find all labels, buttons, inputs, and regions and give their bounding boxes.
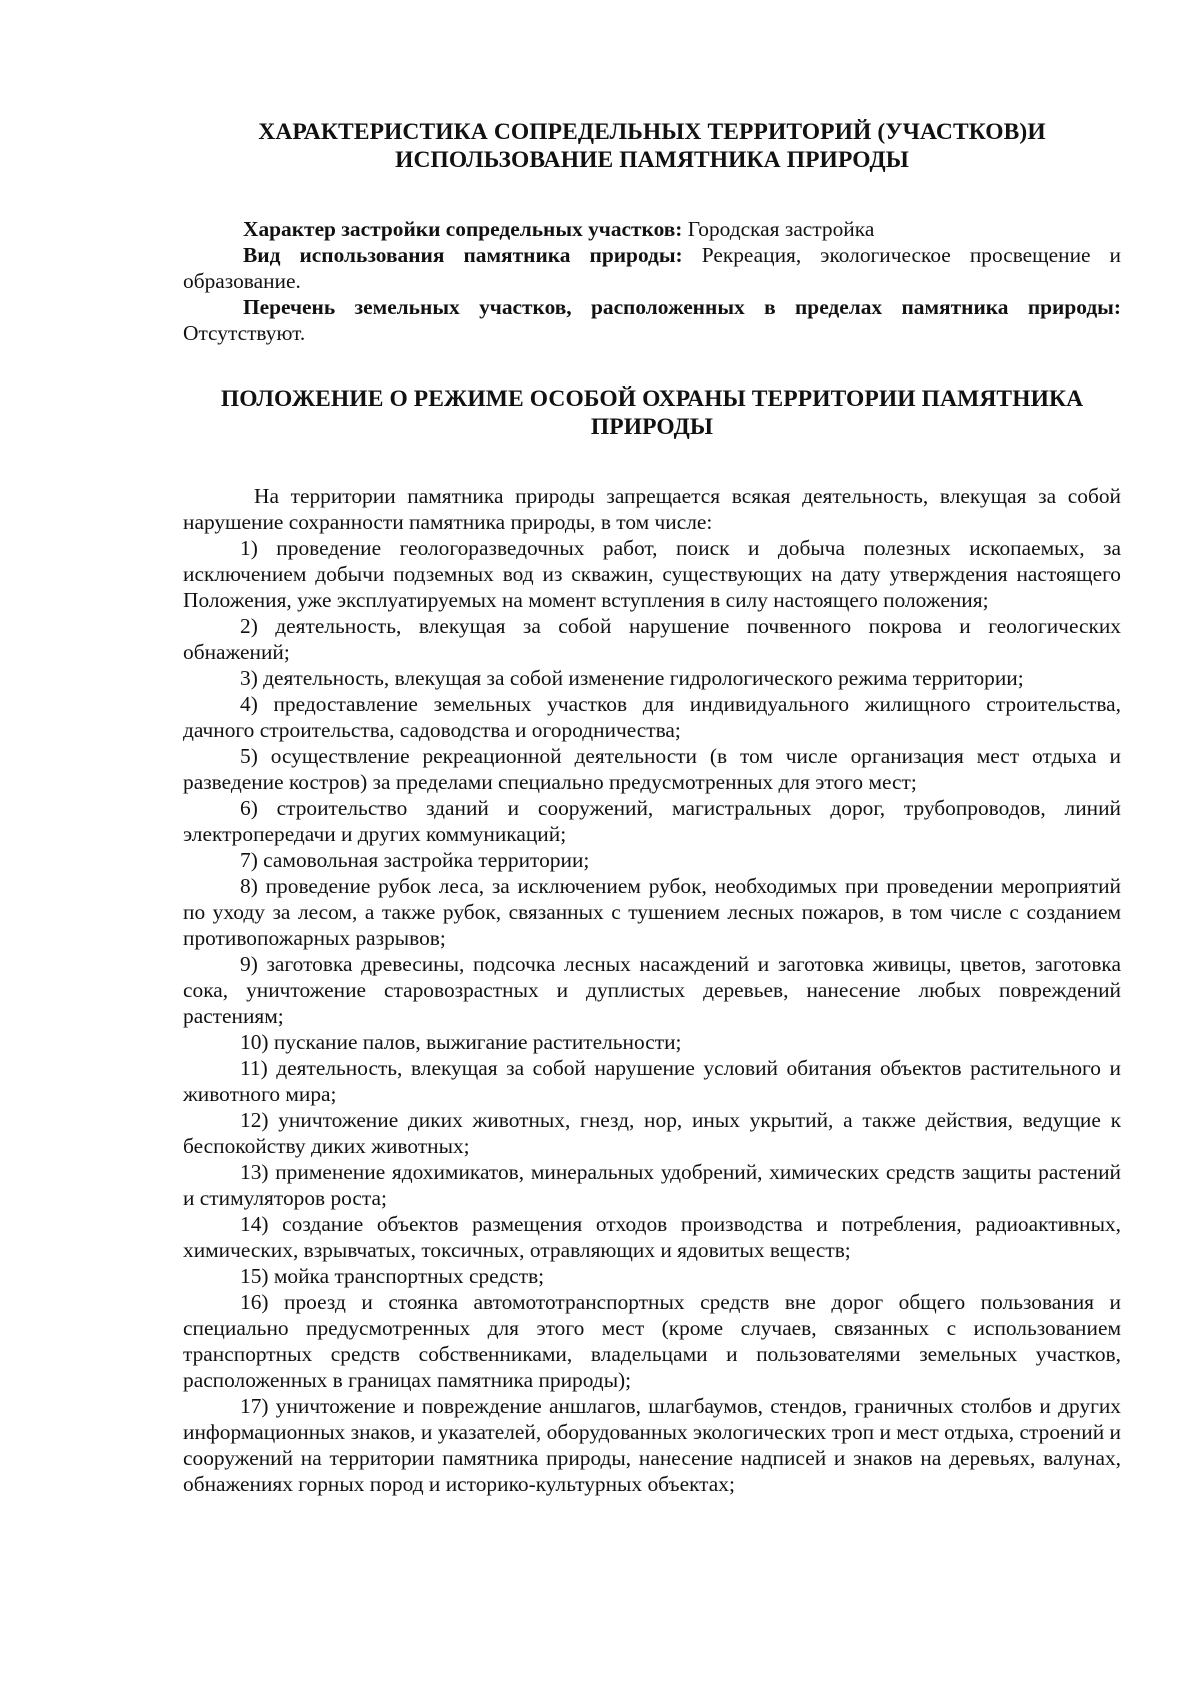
regime-item: 17) уничтожение и повреждение аншлагов, шлагбаумов, стендов, граничных столбов и других информационных знаков, и указателей, оборудованных экологических троп и мест отдыха, строений и сооружений на территории памятника природы, нанесение надписей и знаков на деревьях, валунах, обнажениях горных пород и историко-культурных объектах; (183, 1394, 1121, 1496)
regime-item: 2) деятельность, влекущая за собой нарушение почвенного покрова и геологических обнажений; (183, 614, 1121, 664)
section-title-characteristics (183, 118, 1121, 174)
regime-item: 13) применение ядохимикатов, минеральных удобрений, химических средств защиты растений и стимуляторов роста; (183, 1160, 1121, 1210)
regime-item: 3) деятельность, влекущая за собой изменение гидрологического режима территории; (240, 666, 1024, 690)
info-paragraph-land-plots (183, 294, 1121, 346)
title-line: ХАРАКТЕРИСТИКА СОПРЕДЕЛЬНЫХ ТЕРРИТОРИЙ (УЧАСТКОВ)И (258, 119, 1046, 145)
regime-item: 15) мойка транспортных средств; (240, 1264, 545, 1288)
regime-item: 16) проезд и стоянка автомототранспортных средств вне дорог общего пользования и специально предусмотренных для этого мест (кроме случаев, связанных с использованием транспортных средств собственниками, владельцами и пользователями земельных участков, расположенных в границах памятника природы); (183, 1290, 1121, 1392)
regime-item: 9) заготовка древесины, подсочка лесных насаждений и заготовка живицы, цветов, заготовка сока, уничтожение старовозрастных и дуплистых деревьев, нанесение любых повреждений растениям; (183, 952, 1121, 1028)
regime-item: 10) пускание палов, выжигание растительности; (240, 1030, 682, 1054)
info-label: Характер застройки сопредельных участков: (243, 217, 683, 241)
regime-item: 12) уничтожение диких животных, гнезд, нор, иных укрытий, а также действия, ведущие к беспокойству диких животных; (183, 1108, 1121, 1158)
protection-regime-block (183, 483, 1121, 1497)
document-content (183, 118, 1121, 1497)
info-value: Городская застройка (682, 217, 875, 241)
title-line: ПРИРОДЫ (590, 414, 714, 440)
section-title-protection-regime (183, 385, 1121, 441)
regime-item: 14) создание объектов размещения отходов производства и потребления, радиоактивных, химических, взрывчатых, токсичных, отравляющих и ядовитых веществ; (183, 1212, 1121, 1262)
regime-item: 7) самовольная застройка территории; (240, 848, 590, 872)
title-line: ПОЛОЖЕНИЕ О РЕЖИМЕ ОСОБОЙ ОХРАНЫ ТЕРРИТОРИИ ПАМЯТНИКА (220, 386, 1084, 412)
title-line: ИСПОЛЬЗОВАНИЕ ПАМЯТНИКА ПРИРОДЫ (395, 147, 909, 173)
info-paragraph-development (183, 216, 1121, 242)
regime-item: 4) предоставление земельных участков для индивидуального жилищного строительства, дачного строительства, садоводства и огородничества; (183, 692, 1121, 742)
info-value: Рекреация, экологическое просвещение и образование. (183, 243, 1121, 293)
regime-item: 11) деятельность, влекущая за собой нарушение условий обитания объектов растительного и животного мира; (183, 1056, 1121, 1106)
regime-item: 5) осуществление рекреационной деятельности (в том числе организация мест отдыха и разведение костров) за пределами специально предусмотренных для этого мест; (183, 744, 1121, 794)
info-label: Перечень земельных участков, расположенных в пределах памятника природы: (243, 295, 1121, 319)
regime-item: 1) проведение геологоразведочных работ, поиск и добыча полезных ископаемых, за исключением добычи подземных вод из скважин, существующих на дату утверждения настоящего Положения, уже эксплуатируемых на момент вступления в силу настоящего положения; (183, 536, 1121, 612)
info-value: Отсутствуют. (183, 321, 306, 345)
info-paragraph-usage (183, 242, 1121, 294)
regime-item: 6) строительство зданий и сооружений, магистральных дорог, трубопроводов, линий электропередачи и других коммуникаций; (183, 796, 1121, 846)
regime-intro: На территории памятника природы запрещается всякая деятельность, влекущая за собой нарушение сохранности памятника природы, в том числе: (183, 484, 1121, 534)
regime-item: 8) проведение рубок леса, за исключением рубок, необходимых при проведении мероприятий по уходу за лесом, а также рубок, связанных с тушением лесных пожаров, в том числе с созданием противопожарных разрывов; (183, 874, 1121, 950)
info-label: Вид использования памятника природы: (243, 243, 683, 267)
characteristics-block (183, 216, 1121, 346)
